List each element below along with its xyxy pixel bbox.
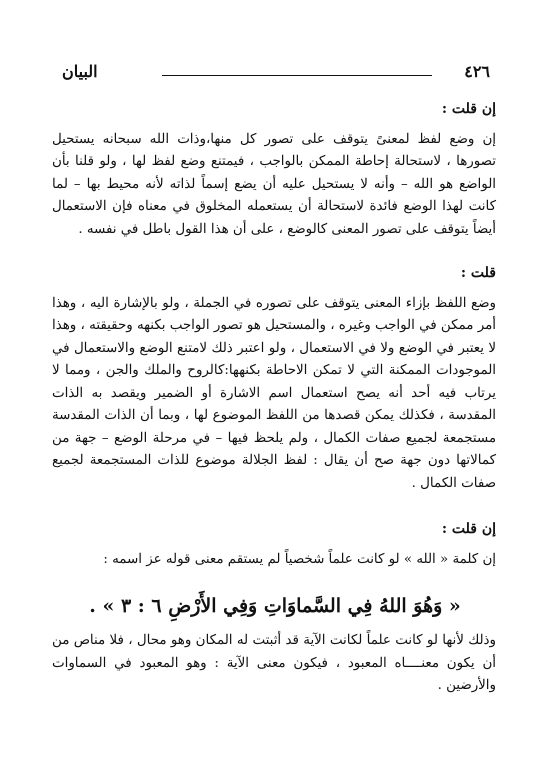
- section-paragraph: إن وضع لفظ لمعنىً يتوقف على تصور كل منها،وذات الله سبحانه يستحيل تصورها ، لاستحالة إحاطة الممكن بالواجب ، فيمتنع وضع لفظ لها ، ولو قلنا بأن الواضع هو الله – وأنه لا يستحيل عليه أن يضع إسماً لذاته لأنه محيط بها – لما كانت لهذا الوضع فائدة لاستحالة أن يستعمله المخلوق في معناه فإن الاستعمال أيضاً يتوقف على تصور المعنى كالوضع ، على أن هذا القول باطل في نفسه .: [52, 131, 496, 237]
- section-answer-1: [52, 262, 496, 495]
- running-title: البيان: [62, 62, 98, 81]
- section-paragraph: وضع اللفظ بإزاء المعنى يتوقف على تصوره في الجملة ، ولو بالإشارة اليه ، وهذا أمر ممكن في الواجب وغيره ، والمستحيل هو تصور الواجب بكنهه وحقيقته ، وهذا لا يعتبر في الوضع ولا في الاستعمال ، ولو اعتبر ذلك لامتنع الوضع والاستعمال في الموجودات الممكنة التي لا تمكن الاحاطة بكنهها:كالروح والملك والجن ، ومما لا يرتاب فيه أحد أنه يصح استعمال اسم الاشارة أو الضمير ويقصد به الذات المقدسة ، فكذلك يمكن قصدها من اللفظ الموضوع لها ، وبما أن الذات المقدسة مستجمعة لجميع صفات الكمال ، ولم يلحظ فيها – في مرحلة الوضع – جهة من كمالاتها دون جهة صح أن يقال : لفظ الجلالة موضوع للذات المستجمعة لجميع صفات الكمال .: [52, 295, 496, 491]
- section-heading: قلت :: [460, 265, 496, 281]
- section-heading: إن قلت :: [441, 101, 496, 117]
- page-number: ٤٢٦: [464, 62, 490, 81]
- section-heading: إن قلت :: [441, 521, 496, 537]
- section-paragraph: إن كلمة « الله » لو كانت علماً شخصياً لم يستقم معنى قوله عز اسمه :: [103, 551, 496, 567]
- quran-verse: « وَهُوَ اللهُ فِي السَّماوَاتِ وَفِي الأَرْضِ ٦ : ٣ » .: [89, 595, 461, 617]
- closing-paragraph: وذلك لأنها لو كانت علماً لكانت الآية قد أثبتت له المكان وهو محال ، فلا مناص من أن يكون معنــــاه المعبود ، فيكون معنى الآية : وهو المعبود في السماوات والأرضين .: [52, 633, 496, 693]
- section-question-2: [52, 518, 496, 571]
- header-rule: [162, 75, 432, 76]
- section-question-1: [52, 98, 496, 241]
- page-header: [62, 62, 490, 86]
